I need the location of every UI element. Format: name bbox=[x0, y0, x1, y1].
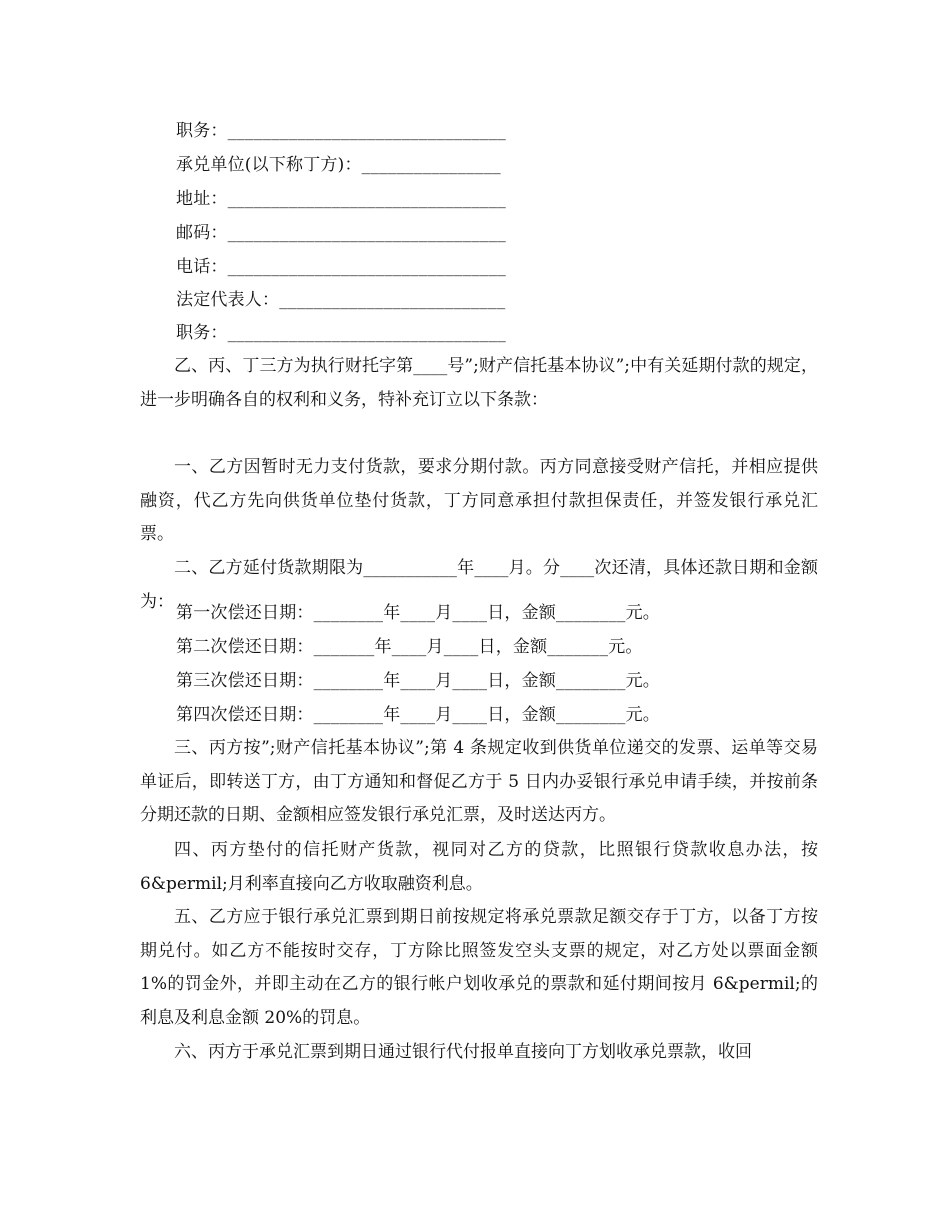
clause-6: 六、丙方于承兑汇票到期日通过银行代付报单直接向丁方划收承兑票款，收回 bbox=[174, 1042, 752, 1062]
clause-3: 三、丙方按”;财产信托基本协议”;第 4 条规定收到供货单位递交的发票、运单等交易单证后，即转送丁方，由丁方通知和督促乙方于 5 日内办妥银行承兑申请手续，并按前条分期还款的日期、金额相应签发银行承兑汇票，及时送达丙方。 bbox=[140, 738, 818, 826]
repayment-1: 第一次偿还日期：________年____月____日，金额________元。 bbox=[176, 603, 660, 623]
field-phone: 电话：________________________________ bbox=[176, 257, 506, 277]
field-postcode: 邮码：________________________________ bbox=[176, 223, 506, 243]
repayment-2: 第二次偿还日期：_______年____月____日，金额_______元。 bbox=[176, 637, 643, 657]
intro-paragraph: 乙、丙、丁三方为执行财托字第____号”;财产信托基本协议”;中有关延期付款的规定，进一步明确各自的权利和义务，特补充订立以下条款： bbox=[140, 356, 818, 410]
clause-2: 二、乙方延付货款期限为___________年____月。分____次还清，具体还款日期和金额为： bbox=[140, 558, 818, 612]
field-position-1: 职务：________________________________ bbox=[176, 121, 506, 141]
clause-5: 五、乙方应于银行承兑汇票到期日前按规定将承兑票款足额交存于丁方，以备丁方按期兑付。如乙方不能按时交存，丁方除比照签发空头支票的规定，对乙方处以票面金额 1%的罚金外，并即主动在乙方的银行帐户划收承兑的票款和延付期间按月 6&permil;的利息及利息金额 20%的罚息。 bbox=[140, 907, 818, 1028]
field-legal-representative: 法定代表人：__________________________ bbox=[176, 290, 506, 310]
field-acceptor-unit: 承兑单位(以下称丁方)：________________ bbox=[176, 155, 501, 175]
repayment-3: 第三次偿还日期：________年____月____日，金额________元。 bbox=[176, 671, 660, 691]
clause-1: 一、乙方因暂时无力支付货款，要求分期付款。丙方同意接受财产信托，并相应提供融资，代乙方先向供货单位垫付货款，丁方同意承担付款担保责任，并签发银行承兑汇票。 bbox=[140, 457, 818, 545]
field-address: 地址：________________________________ bbox=[176, 189, 506, 209]
clause-4: 四、丙方垫付的信托财产货款，视同对乙方的贷款，比照银行贷款收息办法，按 6&permil;月利率直接向乙方收取融资利息。 bbox=[140, 840, 818, 894]
repayment-4: 第四次偿还日期：________年____月____日，金额________元。 bbox=[176, 705, 660, 725]
field-position-2: 职务：________________________________ bbox=[176, 323, 506, 343]
